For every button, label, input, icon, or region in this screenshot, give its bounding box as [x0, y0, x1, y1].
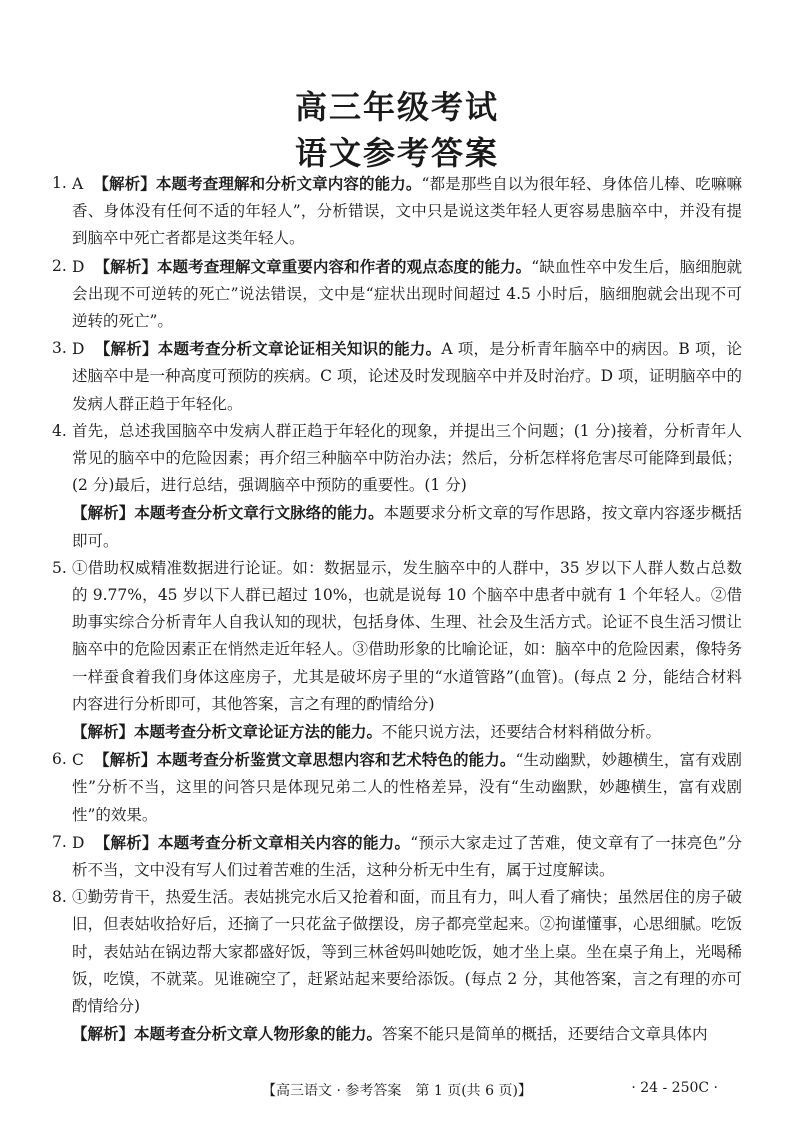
analysis-lead: 本题考查理解和分析文章内容的能力。 [155, 174, 422, 193]
answer-item-1 [52, 170, 742, 253]
analysis-tag: 【解析】 [93, 750, 157, 770]
analysis-body: “都是那些自以为很年轻、身体倍儿棒、吃嘛嘛香、身体没有任何不适的年轻人”，分析错误，文中只是说这类年轻人更容易患脑卒中，并没有提到脑卒中死亡者都是这类年轻人。 [72, 175, 742, 248]
answer-item-4 [52, 418, 742, 500]
item-number: 7. [52, 832, 67, 851]
answer-item-2 [52, 253, 742, 336]
analysis-body: A 项，是分析青年脑卒中的病因。B 项，论述脑卒中是一种高度可预防的疾病。C 项，论述及时发现脑卒中并及时治疗。D 项，证明脑卒中的发病人群正趋于年轻化。 [72, 340, 742, 413]
answer-item-7 [52, 829, 742, 884]
item-number: 3. [52, 339, 67, 358]
analysis-lead: 本题考查分析文章行文脉络的能力。 [134, 503, 384, 523]
item-number: 4. [52, 421, 67, 440]
analysis-paragraph-5 [52, 718, 742, 746]
analysis-tag: 【解析】 [72, 503, 135, 523]
analysis-lead: 本题考查分析文章人物形象的能力。 [134, 1024, 383, 1044]
analysis-paragraph-4 [52, 499, 742, 554]
answer-letter: A [72, 175, 84, 193]
analysis-paragraph-8 [52, 1020, 742, 1048]
item-number: 6. [52, 750, 67, 769]
item-number: 2. [52, 256, 67, 275]
analysis-lead: 本题考查分析文章论证相关知识的能力。 [157, 339, 442, 359]
answer-item-6 [52, 746, 742, 829]
analysis-tag: 【解析】 [94, 832, 158, 852]
analysis-lead: 本题考查分析文章论证方法的能力。 [134, 722, 383, 742]
analysis-tag: 【解析】 [93, 174, 156, 193]
analysis-body: 本题要求分析文章的写作思路，按文章内容逐步概括即可。 [72, 504, 742, 550]
analysis-tag: 【解析】 [72, 722, 135, 742]
page-footer [0, 1080, 794, 1102]
analysis-body: “生动幽默，妙趣横生，富有戏剧性”分析不当，这里的问答只是体现兄弟二人的性格差异，没有“生动幽默，妙趣横生，富有戏剧性”的效果。 [72, 751, 742, 824]
analysis-lead: 本题考查理解文章重要内容和作者的观点态度的能力。 [156, 256, 532, 276]
analysis-tag: 【解析】 [94, 256, 157, 276]
analysis-body: “预示大家走过了苦难，使文章有了一抹亮色”分析不当，文中没有写人们过着苦难的生活，这种分析无中生有，属于过度解读。 [72, 833, 742, 880]
answer-text: ①勤劳肯干，热爱生活。表姑挑完水后又抢着和面，而且有力，叫人看了痛快；虽然居住的房子破旧，但表姑收拾好后，还摘了一只花盆子做摆设，房子都亮堂起来。②拘谨懂事，心思细腻。吃饭时，表姑站在锅边帮大家都盛好饭，等到三林爸妈叫她吃饭，她才坐上桌。坐在桌子角上，光喝稀饭，吃馍，不就菜。见谁碗空了，赶紧站起来要给添饭。(每点 2 分，其他答案，言之有理的亦可酌情给分) [72, 888, 742, 1016]
answer-item-5 [52, 555, 742, 718]
answer-letter: D [72, 833, 85, 852]
answer-list [52, 170, 742, 1049]
answer-letter: D [72, 257, 85, 276]
analysis-body: “缺血性卒中发生后，脑细胞就会出现不可逆转的死亡”说法错误，文中是“症状出现时间超过 4.5 小时后，脑细胞就会出现不可逆转的死亡”。 [72, 257, 742, 331]
analysis-lead: 本题考查分析鉴赏文章思想内容和艺术特色的能力。 [156, 750, 516, 770]
answer-letter: C [72, 751, 84, 770]
answer-letter: D [72, 340, 85, 359]
analysis-body: 不能只说方法，还要结合材料稍做分析。 [382, 723, 662, 742]
analysis-body: 答案不能只是简单的概括，还要结合文章具体内 [382, 1025, 708, 1044]
analysis-lead: 本题考查分析文章相关内容的能力。 [157, 832, 411, 852]
analysis-tag: 【解析】 [94, 339, 158, 359]
answer-text: ①借助权威精准数据进行论证。如：数据显示，发生脑卒中的人群中，35 岁以下人群人数占总数的 9.77%，45 岁以下人群已超过 10%，也就是说每 10 个脑卒中患者中就有 1 个年轻人。②借助事实综合分析青年人自我认知的现状，包括身体、生理、社会及生活方式。论证不良生活习惯让脑卒中的危险因素正在悄然走近年轻人。③借助形象的比喻论证，如：脑卒中的危险因素，像特务一样蚕食着我们身体这座房子，尤其是破坏房子里的“水道管路”(血管)。(每点 2 分，能结合材料内容进行分析即可，其他答案，言之有理的酌情给分) [72, 558, 742, 713]
answer-text: 首先，总述我国脑卒中发病人群正趋于年轻化的现象，并提出三个问题；(1 分)接着，分析青年人常见的脑卒中的危险因素；再介绍三种脑卒中防治办法；然后，分析怎样将危害尽可能降到最低；(2 分)最后，进行总结，强调脑卒中预防的重要性。(1 分) [72, 421, 742, 495]
answer-item-8 [52, 884, 742, 1020]
answer-item-3 [52, 335, 742, 418]
item-number: 8. [52, 888, 67, 907]
page-title-line-1: 高三年级考试 [294, 88, 499, 126]
item-number: 1. [52, 174, 67, 192]
analysis-tag: 【解析】 [72, 1024, 135, 1044]
footer-page-info: 【高三语文 · 参考答案 第 1 页(共 6 页)】 [262, 1083, 532, 1099]
page-title-line-2: 语文参考答案 [294, 134, 499, 172]
footer-code: · 24 - 250C · [631, 1080, 718, 1096]
item-number: 5. [52, 558, 67, 577]
